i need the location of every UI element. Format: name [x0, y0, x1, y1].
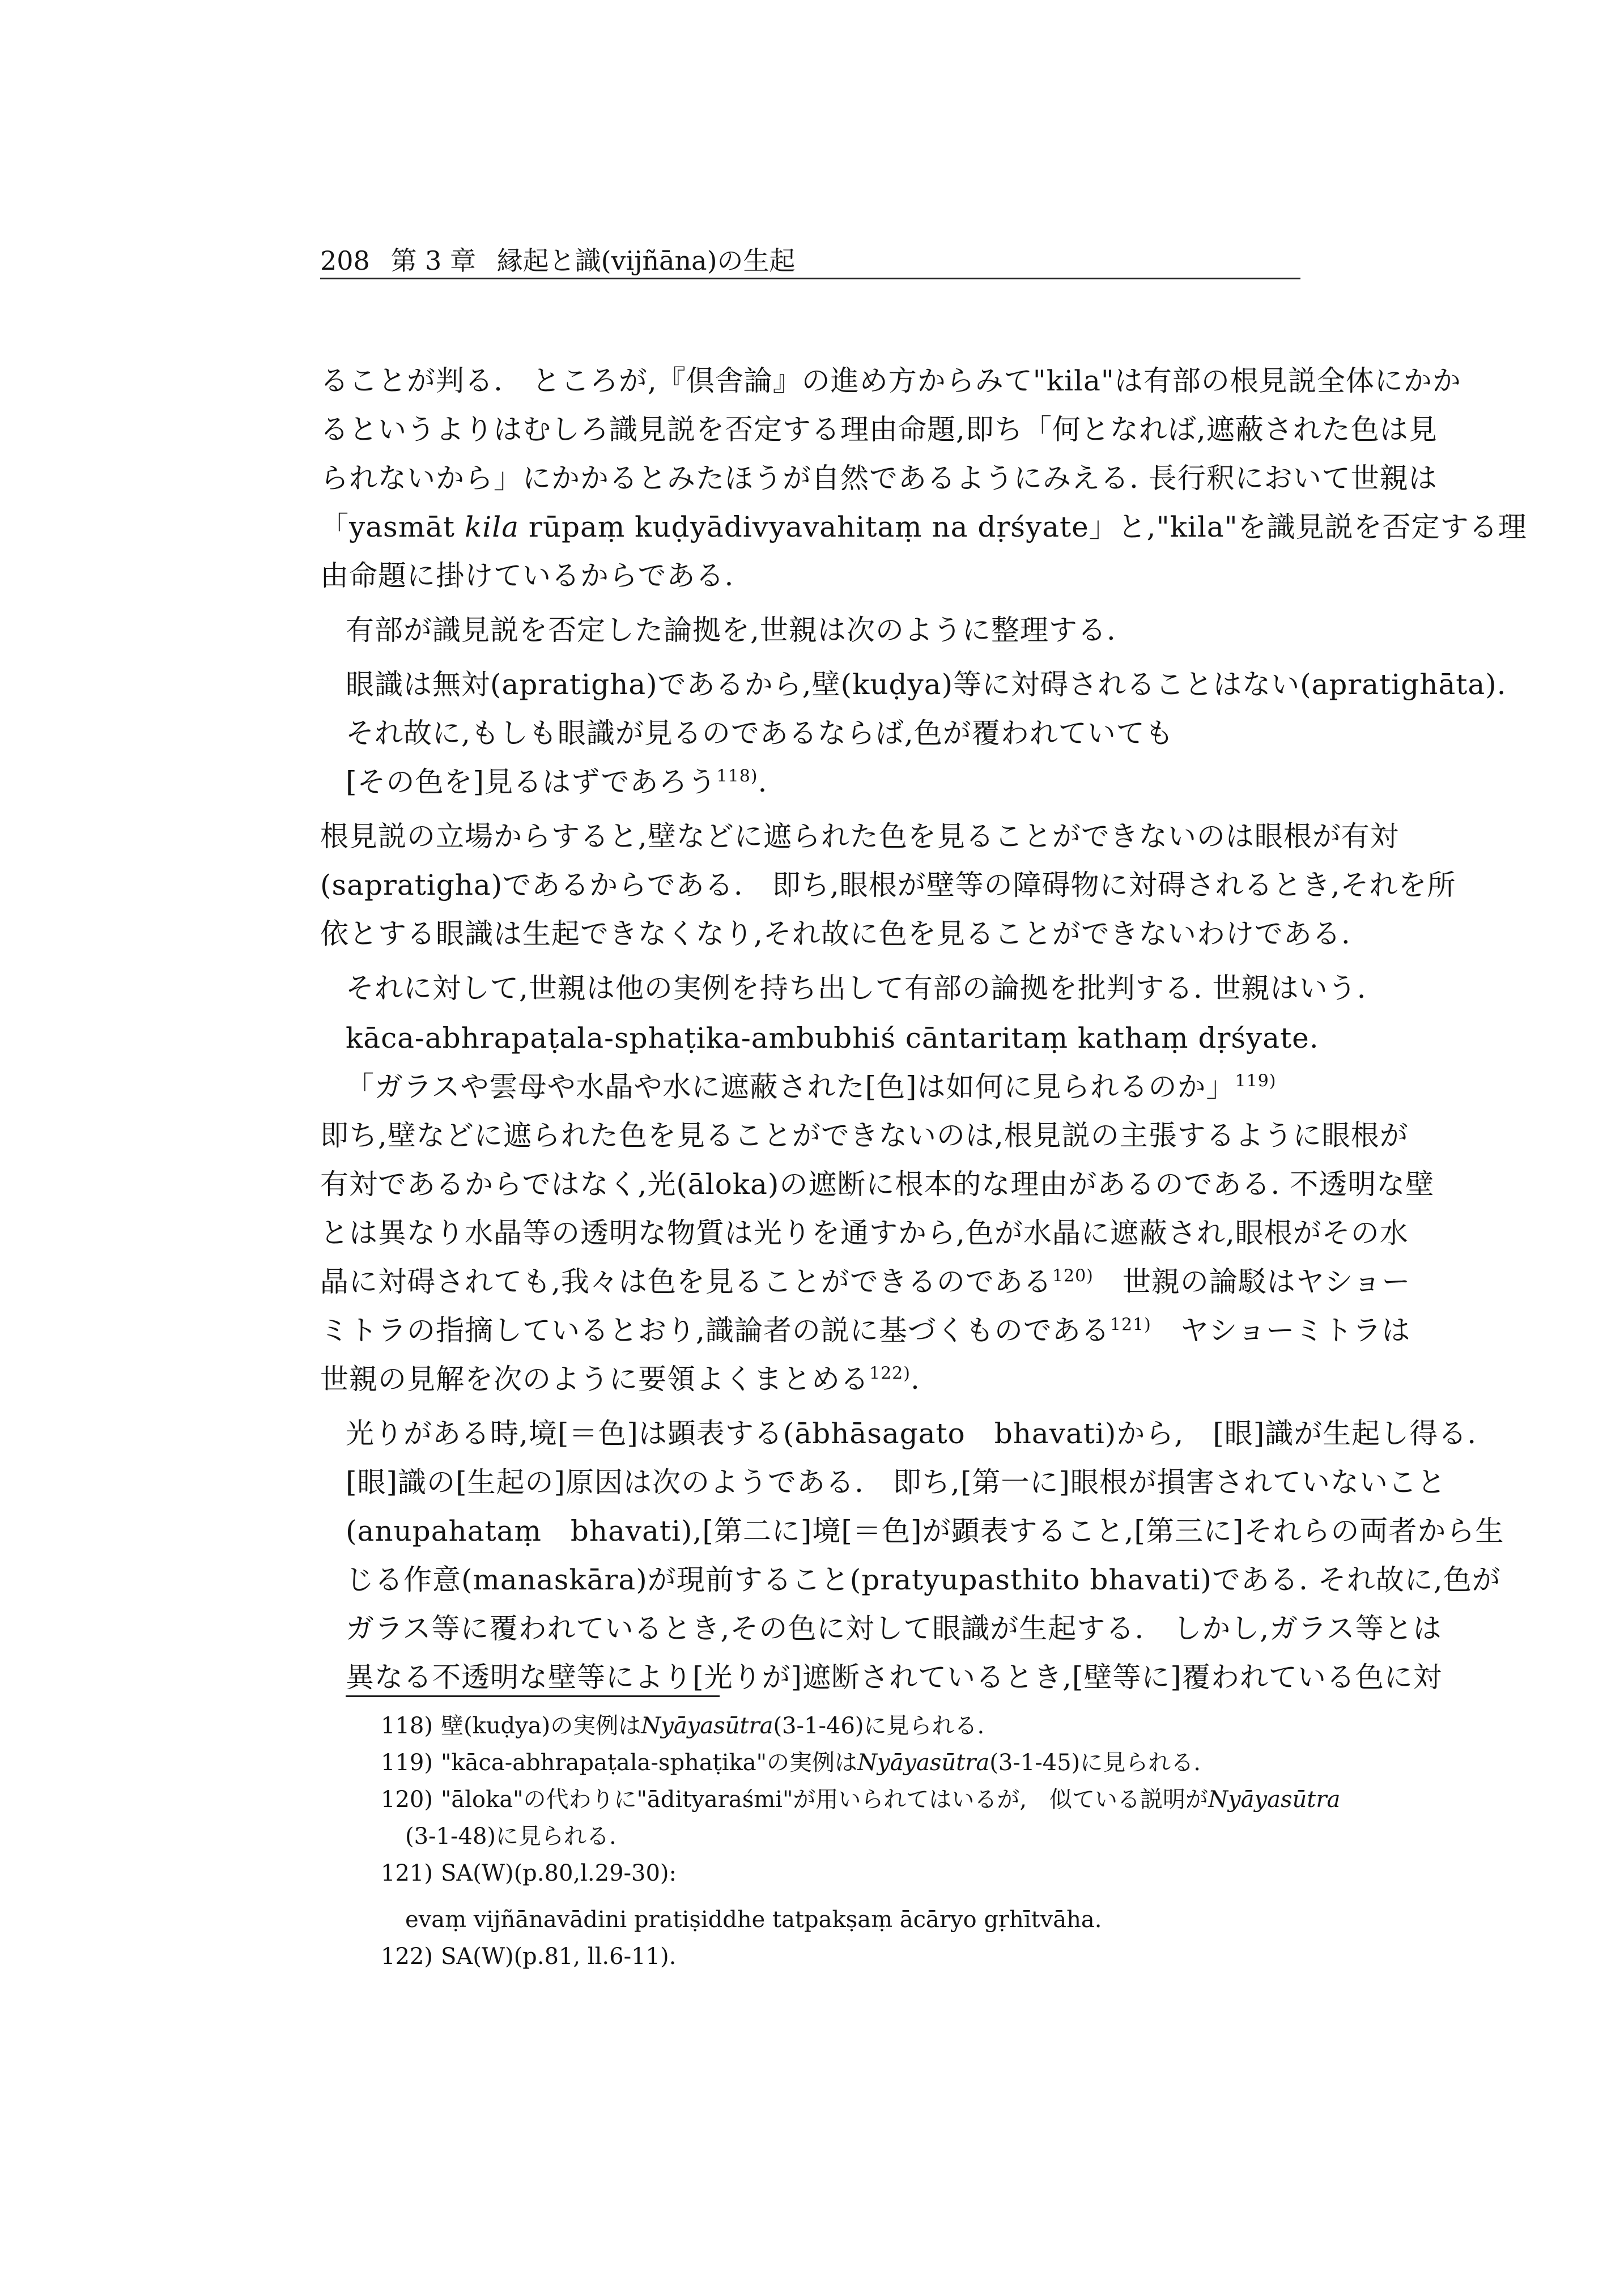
page-number: 208 — [320, 245, 370, 276]
text-line — [320, 1264, 1411, 1300]
running-head — [320, 244, 1300, 279]
text-line: 有部が識見説を否定した論拠を,世親は次のように整理する. — [346, 614, 1116, 647]
footnote-divider — [346, 1695, 720, 1697]
text-line — [320, 1361, 1334, 1397]
quote-line: 光りがある時,境[＝色]は顕表する(ābhāsagato bhavati)から, [眼]識が生起し得る. — [346, 1417, 1477, 1450]
footnote-121 — [381, 1859, 677, 1888]
footnote-120 — [381, 1785, 1340, 1814]
text-line: それに対して,世親は他の実例を持ち出して有部の論拠を批判する. 世親はいう. — [346, 972, 1367, 1005]
text-span: ミトラの指摘しているとおり,識論者の説に基づくものである — [320, 1314, 1110, 1347]
footnote-118 — [381, 1711, 984, 1741]
quote-line: kāca-abhrapaṭala-sphaṭika-ambubhiś cāntaritaṃ kathaṃ dṛśyate. — [346, 1022, 1319, 1055]
quote-line: それ故に,もしも眼識が見るのであるならば,色が覆われていても — [346, 717, 1174, 750]
quote-line: [その色を]見るはずであろう$^{118)}$. — [346, 766, 768, 798]
footnote-ref[interactable]: 121) — [1109, 1315, 1151, 1335]
text-line: (sapratigha)であるからである. 即ち,眼根が壁等の障碍物に対碍されるとき,それを所 — [320, 869, 1456, 902]
text-line: とは異なり水晶等の透明な物質は光りを通すから,色が水晶に遮蔽され,眼根がその水 — [320, 1217, 1409, 1249]
footnote-number: 122) — [381, 1944, 433, 1970]
quote-text: [その色を]見るはずであろう — [346, 766, 717, 798]
footnote-source: Nyāyasūtra — [1208, 1787, 1341, 1813]
text-line: 即ち,壁などに遮られた色を見ることができないのは,根見説の主張するように眼根が — [320, 1119, 1409, 1152]
footnote-text: SA(W)(p.81, ll.6-11). — [440, 1944, 677, 1970]
footnote-text: (3-1-46)に見られる. — [773, 1713, 985, 1739]
quote-line: (anupahataṃ bhavati),[第二に]境[＝色]が顕表すること,[第三に]それらの両者から生 — [346, 1515, 1504, 1547]
text-span: 世親の見解を次のように要領よくまとめる — [320, 1363, 869, 1396]
footnote-source: Nyāyasūtra — [857, 1750, 990, 1776]
footnote-source: Nyāyasūtra — [641, 1713, 773, 1739]
footnote-ref[interactable]: 119) — [1235, 1071, 1277, 1091]
text-line: 根見説の立場からすると,壁などに遮られた色を見ることができないのは眼根が有対 — [320, 820, 1399, 853]
text-line: ることが判る. ところが,『倶舎論』の進め方からみて"kila"は有部の根見説全体にかか — [320, 364, 1461, 397]
quote-line: ガラス等に覆われているとき,その色に対して眼識が生起する. しかし,ガラス等とは — [346, 1612, 1442, 1645]
footnote-120-continued: (3-1-48)に見られる. — [405, 1823, 617, 1849]
text-span: . — [910, 1363, 920, 1396]
text-line: 「yasmāt kila rūpaṃ kuḍyādivyavahitaṃ na dṛśyate」と,"kila"を識見説を否定する理 — [320, 511, 1527, 543]
text-line: 有対であるからではなく,光(āloka)の遮断に根本的な理由があるのである. 不透明な壁 — [320, 1168, 1435, 1201]
footnote-number: 119) — [381, 1750, 433, 1776]
footnote-text: "kāca-abhrapaṭala-sphaṭika"の実例は — [440, 1750, 858, 1776]
text-span: 晶に対碍されても,我々は色を見ることができるのである — [320, 1265, 1052, 1298]
footnote-text: (3-1-45)に見られる. — [989, 1750, 1201, 1776]
footnote-number: 120) — [381, 1787, 433, 1813]
footnote-121-quote: evaṃ vijñānavādini pratiṣiddhe tatpakṣaṃ ācāryo gṛhītvāha. — [405, 1907, 1102, 1933]
footnote-text: SA(W)(p.80,l.29-30): — [440, 1860, 677, 1886]
chapter-title: 縁起と識(vijñāna)の生起 — [496, 245, 796, 276]
footnote-number: 121) — [381, 1860, 433, 1886]
quote-text: 「ガラスや雲母や水晶や水に遮蔽された[色]は如何に見られるのか」 — [346, 1070, 1235, 1103]
quote-line: 眼識は無対(apratigha)であるから,壁(kuḍya)等に対碍されることはない(apratighāta). — [346, 668, 1507, 701]
quote-line — [346, 1069, 1276, 1105]
emphasis-kila: kila — [464, 511, 520, 543]
quote-line: 異なる不透明な壁等により[光りが]遮断されているとき,[壁等に]覆われている色に対 — [346, 1661, 1442, 1694]
footnote-number: 118) — [381, 1713, 433, 1739]
text-span: ヤショーミトラは — [1151, 1314, 1411, 1347]
footnote-ref[interactable]: 122) — [869, 1363, 911, 1384]
chapter-label: 第 3 章 — [390, 245, 476, 276]
footnote-ref[interactable]: 118) — [716, 766, 758, 786]
footnote-119 — [381, 1748, 1201, 1778]
text-line: 依とする眼識は生起できなくなり,それ故に色を見ることができないわけである. — [320, 917, 1351, 950]
footnote-text: "āloka"の代わりに"ādityaraśmi"が用いられてはいるが, 似ている説明が — [440, 1787, 1209, 1813]
footnote-ref[interactable]: 120) — [1052, 1266, 1094, 1286]
footnote-122 — [381, 1942, 676, 1971]
quote-line: じる作意(manaskāra)が現前すること(pratyupasthito bhavati)である. それ故に,色が — [346, 1563, 1501, 1596]
text-line: るというよりはむしろ識見説を否定する理由命題,即ち「何となれば,遮蔽された色は見 — [320, 413, 1438, 446]
text-line: られないから」にかかるとみたほうが自然であるようにみえる. 長行釈において世親は — [320, 462, 1438, 495]
footnote-text: 壁(kuḍya)の実例は — [440, 1713, 641, 1739]
text-span: 世親の論駁はヤショー — [1093, 1265, 1411, 1298]
quote-line: [眼]識の[生起の]原因は次のようである. 即ち,[第一に]眼根が損害されていないこと — [346, 1466, 1446, 1499]
text-line: 由命題に掛けているからである. — [320, 559, 734, 592]
text-line — [320, 1312, 1411, 1349]
